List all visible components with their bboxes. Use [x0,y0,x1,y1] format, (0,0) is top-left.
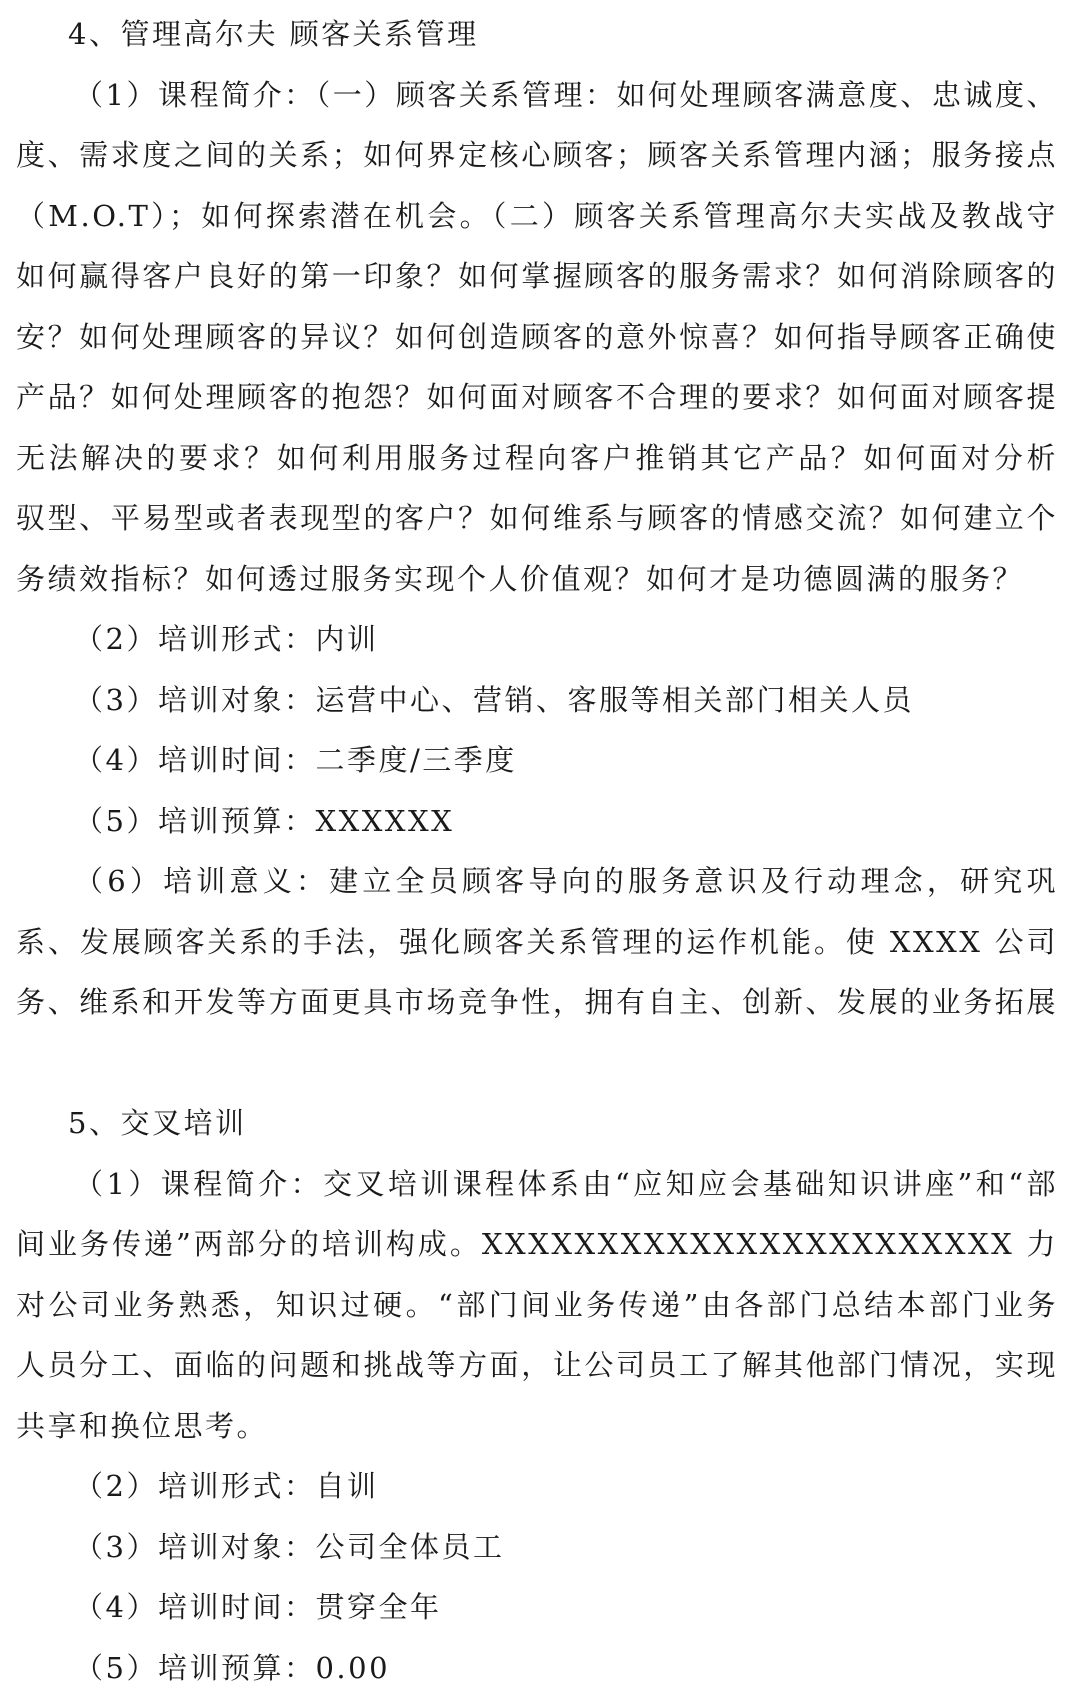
section4-intro-line: 务绩效指标？如何透过服务实现个人价值观？如何才是功德圆满的服务？ [16,549,1058,610]
section4-heading: 4、管理高尔夫 顾客关系管理 [16,4,1058,65]
section4-intro [16,65,1058,610]
section4-training-budget: （5）培训预算：XXXXXX [16,791,1058,852]
section4-intro-line: 如何赢得客户良好的第一印象？如何掌握顾客的服务需求？如何消除顾客的 [16,246,1058,307]
section5-intro-line: 对公司业务熟悉，知识过硬。“部门间业务传递”由各部门总结本部门业务 [16,1275,1058,1336]
section5-intro-line: 人员分工、面临的问题和挑战等方面，让公司员工了解其他部门情况，实现 [16,1335,1058,1396]
section4-training-form: （2）培训形式：内训 [16,609,1058,670]
section4-intro-line: 无法解决的要求？如何利用服务过程向客户推销其它产品？如何面对分析 [16,428,1058,489]
section-spacer [16,1033,1058,1094]
section4-meaning [16,851,1058,1033]
section4-intro-line: （M.O.T）；如何探索潜在机会。（二）顾客关系管理高尔夫实战及教战守 [16,186,1058,247]
section5-intro-line: 间业务传递”两部分的培训构成。XXXXXXXXXXXXXXXXXXXXXXX 力 [16,1214,1058,1275]
section5-training-form: （2）培训形式：自训 [16,1456,1058,1517]
section4-intro-line: 驭型、平易型或者表现型的客户？如何维系与顾客的情感交流？如何建立个 [16,488,1058,549]
section5-intro-line: （1）课程简介：交叉培训课程体系由“应知应会基础知识讲座”和“部 [16,1154,1058,1215]
section4-intro-line: 安？如何处理顾客的异议？如何创造顾客的意外惊喜？如何指导顾客正确使 [16,307,1058,368]
section5-intro [16,1154,1058,1457]
section5-heading: 5、交叉培训 [16,1093,1058,1154]
section4-meaning-line: 务、维系和开发等方面更具市场竞争性，拥有自主、创新、发展的业务拓展 [16,972,1058,1033]
section4-intro-line: 产品？如何处理顾客的抱怨？如何面对顾客不合理的要求？如何面对顾客提 [16,367,1058,428]
section4-meaning-line: 系、发展顾客关系的手法，强化顾客关系管理的运作机能。使 XXXX 公司 [16,912,1058,973]
section4-intro-line: （1）课程简介：（一）顾客关系管理：如何处理顾客满意度、忠诚度、 [16,65,1058,126]
section4-intro-line: 度、需求度之间的关系；如何界定核心顾客；顾客关系管理内涵；服务接点 [16,125,1058,186]
section5-training-budget: （5）培训预算：0.00 [16,1638,1058,1698]
section4-meaning-line: （6）培训意义：建立全员顾客导向的服务意识及行动理念，研究巩 [16,851,1058,912]
section4-training-time: （4）培训时间：二季度/三季度 [16,730,1058,791]
section5-training-audience: （3）培训对象：公司全体员工 [16,1517,1058,1578]
section5-training-time: （4）培训时间：贯穿全年 [16,1577,1058,1638]
section4-training-audience: （3）培训对象：运营中心、营销、客服等相关部门相关人员 [16,670,1058,731]
section5-intro-line: 共享和换位思考。 [16,1396,1058,1457]
